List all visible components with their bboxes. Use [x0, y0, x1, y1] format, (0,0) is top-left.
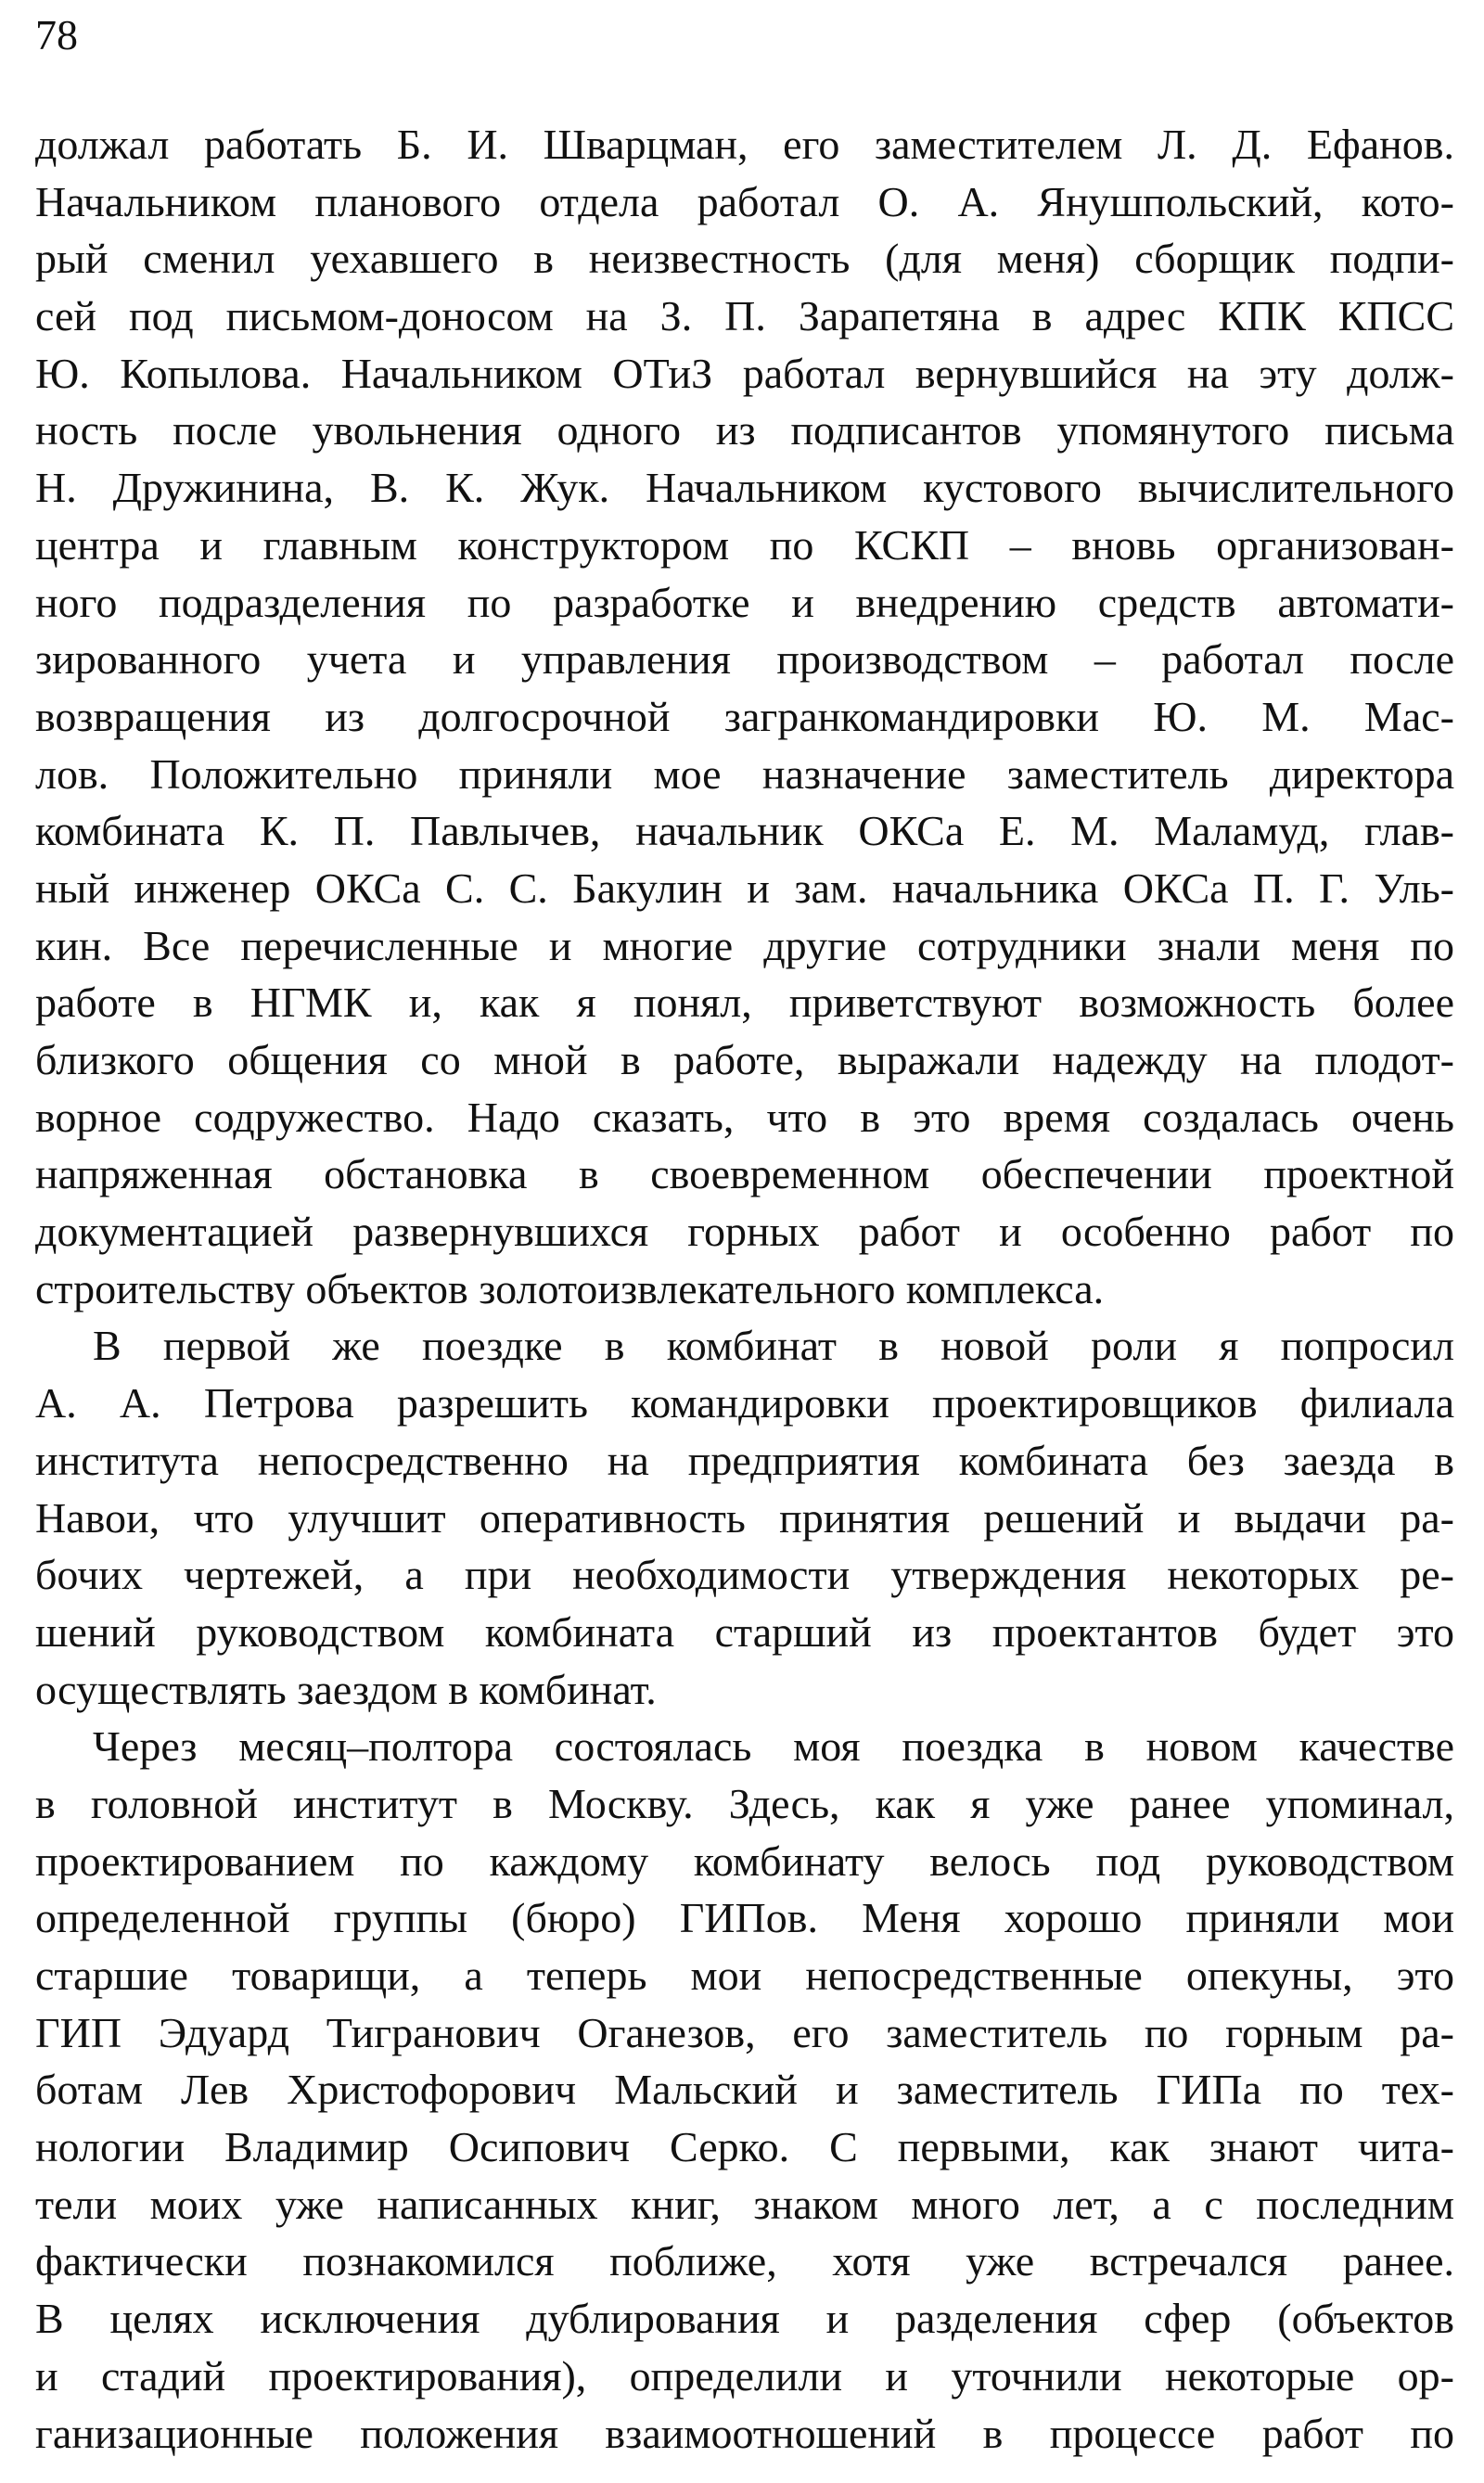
text-line: возвращения из долгосрочной загранкомандировки Ю. М. Мас-: [35, 692, 1454, 740]
text-line: ворное содружество. Надо сказать, что в это время создалась очень: [35, 1093, 1454, 1141]
text-line: фактически познакомился поближе, хотя уже встречался ранее.: [35, 2237, 1454, 2285]
text-line: бочих чертежей, а при необходимости утверждения некоторых ре-: [35, 1551, 1454, 1599]
text-line: тели моих уже написанных книг, знаком много лет, а с последним: [35, 2180, 1454, 2228]
text-line: лов. Положительно приняли мое назначение заместитель директора: [35, 749, 1454, 798]
text-line: Начальником планового отдела работал О. А. Янушпольский, кото-: [35, 177, 1454, 225]
text-line: сей под письмом-доносом на З. П. Зарапетяна в адрес КПК КПСС: [35, 292, 1454, 340]
text-line: должал работать Б. И. Шварцман, его заместителем Л. Д. Ефанов.: [35, 121, 1454, 168]
page-number: 78: [35, 11, 78, 58]
text-line: проектированием по каждому комбинату велось под руководством: [35, 1837, 1454, 1885]
text-line: центра и главным конструктором по КСКП – вновь организован-: [35, 520, 1454, 569]
text-line: в головной институт в Москву. Здесь, как я уже ранее упоминал,: [35, 1779, 1454, 1827]
text-line: рый сменил уехавшего в неизвестность (для меня) сборщик подпи-: [35, 235, 1454, 283]
text-line: В целях исключения дублирования и разделения сфер (объектов: [35, 2295, 1454, 2343]
text-line: института непосредственно на предприятия комбината без заезда в: [35, 1436, 1454, 1484]
text-line: осуществлять заездом в комбинат.: [35, 1665, 657, 1713]
text-line: ГИП Эдуард Тигранович Оганезов, его заместитель по горным ра-: [35, 2008, 1454, 2056]
text-line: документацией развернувшихся горных работ и особенно работ по: [35, 1208, 1454, 1256]
text-line: работе в НГМК и, как я понял, приветствуют возможность более: [35, 979, 1454, 1027]
text-line: зированного учета и управления производством – работал после: [35, 635, 1454, 684]
text-line: шений руководством комбината старший из проектантов будет это: [35, 1607, 1454, 1656]
text-line: А. А. Петрова разрешить командировки проектировщиков филиала: [35, 1379, 1454, 1427]
paragraph-2: [35, 1317, 1454, 1718]
text-line: напряженная обстановка в своевременном обеспечении проектной: [35, 1150, 1454, 1198]
text-line: строительству объектов золотоизвлекательного комплекса.: [35, 1264, 1105, 1312]
text-line: нологии Владимир Осипович Серко. С первыми, как знают чита-: [35, 2123, 1454, 2171]
text-line: определенной группы (бюро) ГИПов. Меня хорошо приняли мои: [35, 1894, 1454, 1942]
text-line: Навои, что улучшит оперативность принятия решений и выдачи ра-: [35, 1493, 1454, 1542]
text-line: ный инженер ОКСа С. С. Бакулин и зам. начальника ОКСа П. Г. Уль-: [35, 864, 1454, 912]
text-line: и стадий проектирования), определили и уточнили некоторые ор-: [35, 2351, 1454, 2400]
paragraph-3: [35, 1718, 1454, 2462]
text-line: старшие товарищи, а теперь мои непосредственные опекуны, это: [35, 1952, 1454, 1999]
text-line: кин. Все перечисленные и многие другие сотрудники знали меня по: [35, 921, 1454, 969]
text-line: ность после увольнения одного из подписантов упомянутого письма: [35, 406, 1454, 454]
text-line: ганизационные положения взаимоотношений в процессе работ по: [35, 2409, 1454, 2457]
text-line: комбината К. П. Павлычев, начальник ОКСа Е. М. Маламуд, глав-: [35, 807, 1454, 855]
text-line: Через месяц–полтора состоялась моя поездка в новом качестве: [93, 1722, 1454, 1771]
text-line: близкого общения со мной в работе, выражали надежду на плодот-: [35, 1036, 1454, 1083]
text-line: ного подразделения по разработке и внедрению средств автомати-: [35, 578, 1454, 626]
text-line: Ю. Копылова. Начальником ОТиЗ работал вернувшийся на эту долж-: [35, 349, 1454, 397]
text-line: Н. Дружинина, В. К. Жук. Начальником кустового вычислительного: [35, 464, 1454, 512]
text-line: В первой же поездке в комбинат в новой роли я попросил: [93, 1322, 1454, 1370]
body-text: [35, 116, 1454, 2462]
text-line: ботам Лев Христофорович Мальский и заместитель ГИПа по тех-: [35, 2066, 1454, 2114]
paragraph-1: [35, 116, 1454, 1317]
